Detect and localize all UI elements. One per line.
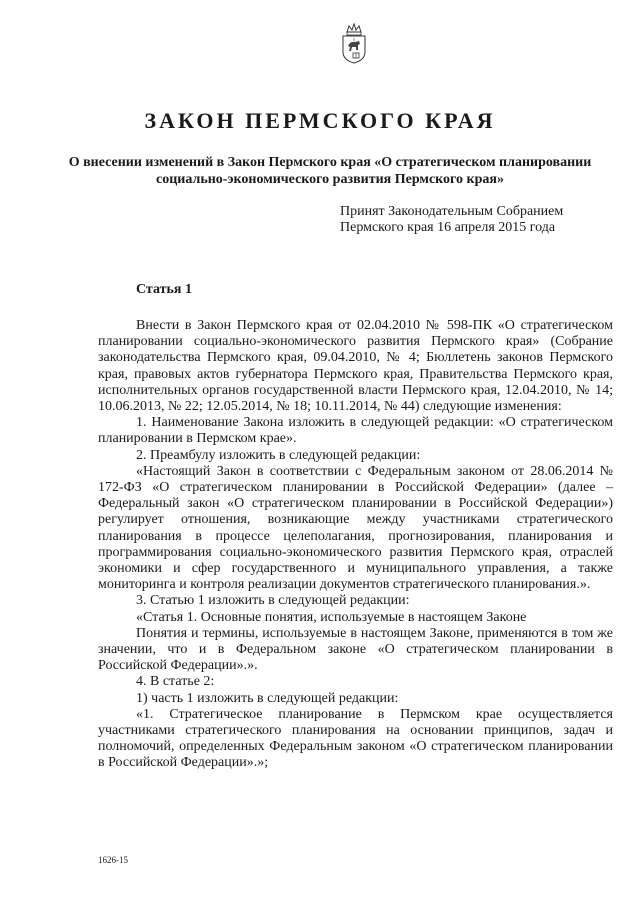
law-subtitle: О внесении изменений в Закон Пермского края «О стратегическом планировании социально-экономического развития Пермского края» (68, 155, 592, 187)
law-title: ЗАКОН ПЕРМСКОГО КРАЯ (144, 108, 496, 133)
document-number: 1626-15 (98, 855, 128, 865)
paragraph-item-2: 2. Преамбулу изложить в следующей редакции: (136, 447, 421, 463)
paragraph-item-1: 1. Наименование Закона изложить в следующей редакции: «О стратегическом планировании в Пермском крае». (98, 415, 613, 447)
paragraph-article-1-title: «Статья 1. Основные понятия, используемые в настоящем Законе (136, 609, 527, 625)
article-body (98, 318, 613, 772)
adoption-line-1: Принят Законодательным Собранием (340, 204, 564, 219)
article-heading: Статья 1 (136, 282, 192, 297)
adoption-line-2: Пермского края 16 апреля 2015 года (340, 220, 556, 235)
paragraph-subitem-1: 1) часть 1 изложить в следующей редакции: (136, 690, 399, 706)
paragraph-article-1-text: Понятия и термины, используемые в настоящем Законе, применяются в том же значении, что и в Федеральном законе «О стратегическом планировании в Российской Федерации».». (98, 625, 613, 674)
paragraph-intro: Внести в Закон Пермского края от 02.04.2010 № 598-ПК «О стратегическом планировании социально-экономического развития Пермского края» (Собрание законодательства Пермского края, 09.04.2010, № 4; Бюллетень законов Пермского края, правовых актов губернатора Пермского края, Правительства Пермского края, исполнительных органов государственной власти Пермского края, 12.04.2010, № 14; 10.06.2013, № 22; 12.05.2014, № 18; 10.11.2014, № 44) следующие изменения: (98, 318, 613, 415)
paragraph-preamble-text: «Настоящий Закон в соответствии с Федеральным законом от 28.06.2014 № 172-ФЗ «О стратегическом планировании в Российской Федерации» (далее – Федеральный закон «О стратегическом планировании в Российской Федерации») регулирует отношения, возникающие между участниками стратегического планирования в процессе целеполагания, прогнозирования, планирования и программирования социально-экономического развития Пермского края, отраслей экономики и сфер государственного и муниципального управления, а также мониторинга и контроля реализации документов стратегического планирования.». (98, 463, 613, 593)
paragraph-part-1-text: «1. Стратегическое планирование в Пермском крае осуществляется участниками стратегического планирования на основании принципов, задач и полномочий, определенных Федеральным законом «О стратегическом планировании в Российской Федерации».»; (98, 706, 613, 771)
paragraph-item-4: 4. В статье 2: (136, 674, 215, 690)
paragraph-item-3: 3. Статью 1 изложить в следующей редакции: (136, 593, 410, 609)
adoption-note (340, 204, 563, 236)
coat-of-arms-icon (339, 22, 369, 64)
